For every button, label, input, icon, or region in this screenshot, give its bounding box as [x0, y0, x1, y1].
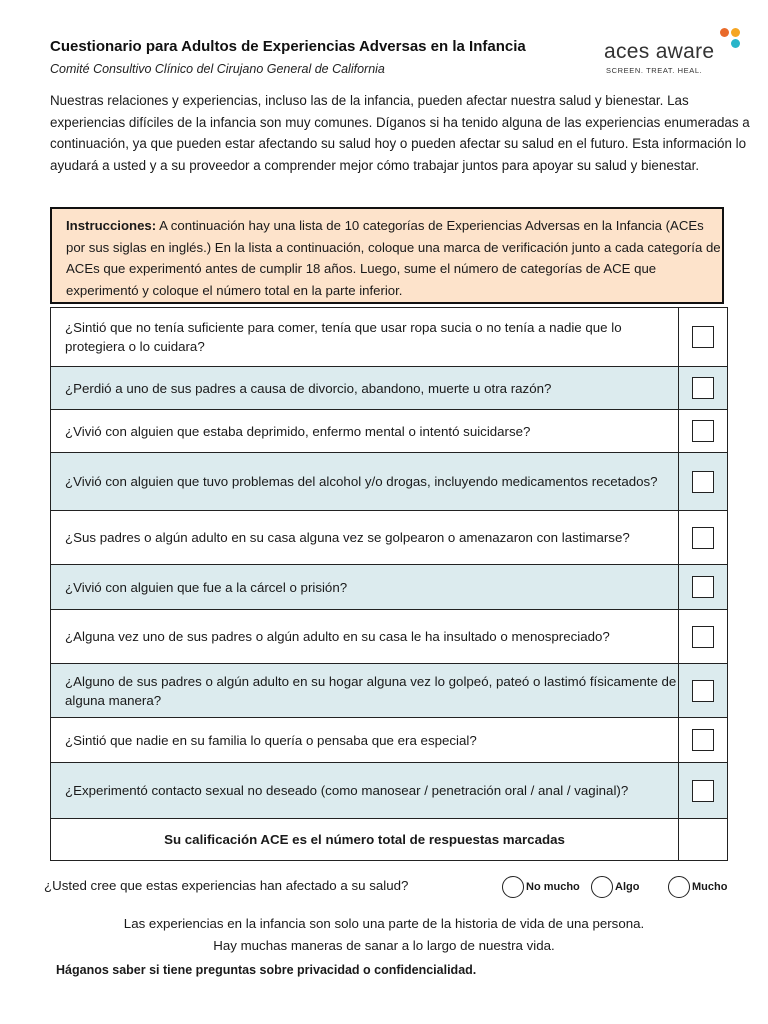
question-text: ¿Sintió que no tenía suficiente para comer, tenía que usar ropa sucia o no tenía a nadie que lo protegiera o lo cuidara? — [51, 308, 679, 367]
instructions-box — [50, 207, 724, 304]
checkbox[interactable] — [692, 729, 714, 751]
checkbox[interactable] — [692, 377, 714, 399]
instructions-text: A continuación hay una lista de 10 categorías de Experiencias Adversas en la Infancia (ACEs por sus siglas en inglés.) En la lista a continuación, coloque una marca de verificación junto a cada categoría de ACEs que experimentó antes de cumplir 18 años. Luego, sume el número de categorías de ACE que experimentó y coloque el número total en la parte inferior. — [66, 218, 721, 298]
question-row — [51, 610, 728, 664]
closing-line: Hay muchas maneras de sanar a lo largo de nuestra vida. — [213, 937, 555, 953]
question-text: ¿Vivió con alguien que estaba deprimido, enfermo mental o intentó suicidarse? — [51, 410, 679, 453]
question-text: ¿Alguna vez uno de sus padres o algún adulto en su casa le ha insultado o menospreciado? — [51, 610, 679, 664]
privacy-note: Háganos saber si tiene preguntas sobre privacidad o confidencialidad. — [56, 963, 477, 977]
question-row — [51, 308, 728, 367]
question-row — [51, 453, 728, 511]
option-no-mucho[interactable] — [502, 876, 580, 898]
question-row — [51, 763, 728, 819]
question-row — [51, 367, 728, 410]
checkbox[interactable] — [692, 626, 714, 648]
page-subtitle: Comité Consultivo Clínico del Cirujano General de California — [50, 62, 385, 76]
question-text: ¿Sintió que nadie en su familia lo quería o pensaba que era especial? — [51, 718, 679, 763]
question-row — [51, 718, 728, 763]
total-row — [51, 819, 728, 861]
option-algo[interactable] — [591, 876, 639, 898]
impact-question: ¿Usted cree que estas experiencias han afectado a su salud? — [44, 878, 409, 893]
logo-dot-yellow — [731, 28, 740, 37]
option-mucho[interactable] — [668, 876, 727, 898]
question-row — [51, 565, 728, 610]
radio-button[interactable] — [591, 876, 613, 898]
logo-dot-orange — [720, 28, 729, 37]
ace-questions-table — [50, 307, 728, 861]
checkbox[interactable] — [692, 420, 714, 442]
question-text: ¿Sus padres o algún adulto en su casa alguna vez se golpearon o amenazaron con lastimarse? — [51, 511, 679, 565]
closing-message — [0, 913, 768, 956]
closing-line: Las experiencias en la infancia son solo una parte de la historia de vida de una persona. — [123, 916, 645, 931]
option-label: Mucho — [692, 881, 728, 893]
radio-button[interactable] — [502, 876, 524, 898]
checkbox[interactable] — [692, 680, 714, 702]
logo-name: aces aware — [604, 40, 715, 63]
intro-paragraph: Nuestras relaciones y experiencias, incluso las de la infancia, pueden afectar nuestra salud y bienestar. Las experiencias difíciles de la infancia son muy comunes. Díganos si ha tenido alguna de las experiencias enumeradas a continuación, ya que pueden estar afectando su salud hoy o pueden afectar su salud en el futuro. Esta información lo ayudará a usted y a su proveedor a comprender mejor cómo trabajar juntos para apoyar su salud y bienestar. — [50, 93, 750, 173]
header — [50, 38, 730, 82]
option-label: No mucho — [526, 881, 580, 893]
aces-aware-logo — [602, 26, 742, 82]
impact-question-row — [44, 876, 744, 900]
logo-dot-teal — [731, 39, 740, 48]
question-text: ¿Perdió a uno de sus padres a causa de divorcio, abandono, muerte u otra razón? — [51, 367, 679, 410]
question-row — [51, 664, 728, 718]
question-text: ¿Experimentó contacto sexual no deseado (como manosear / penetración oral / anal / vaginal)? — [51, 763, 679, 819]
page-title: Cuestionario para Adultos de Experiencias Adversas en la Infancia — [50, 38, 526, 55]
option-label: Algo — [615, 881, 640, 893]
question-row — [51, 511, 728, 565]
checkbox[interactable] — [692, 527, 714, 549]
question-text: ¿Alguno de sus padres o algún adulto en su hogar alguna vez lo golpeó, pateó o lastimó físicamente de alguna manera? — [51, 664, 679, 718]
checkbox[interactable] — [692, 576, 714, 598]
checkbox[interactable] — [692, 780, 714, 802]
total-score-cell[interactable] — [679, 819, 728, 861]
question-row — [51, 410, 728, 453]
radio-button[interactable] — [668, 876, 690, 898]
checkbox[interactable] — [692, 471, 714, 493]
question-text: ¿Vivió con alguien que fue a la cárcel o prisión? — [51, 565, 679, 610]
total-label: Su calificación ACE es el número total de respuestas marcadas — [51, 819, 679, 861]
question-text: ¿Vivió con alguien que tuvo problemas del alcohol y/o drogas, incluyendo medicamentos recetados? — [51, 453, 679, 511]
logo-tagline: SCREEN. TREAT. HEAL. — [606, 66, 703, 75]
instructions-label: Instrucciones: — [66, 218, 157, 233]
checkbox[interactable] — [692, 326, 714, 348]
